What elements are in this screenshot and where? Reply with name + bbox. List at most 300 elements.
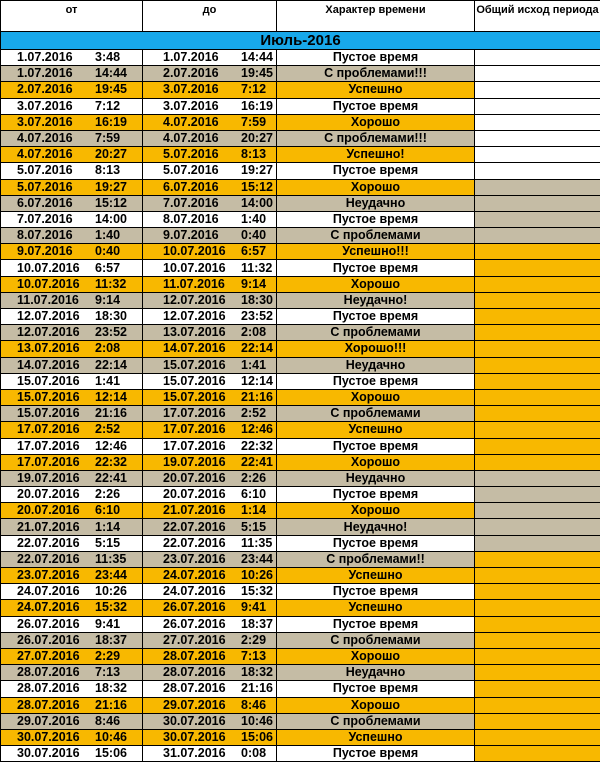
from-cell-date: 1.07.2016 — [17, 50, 73, 65]
from-cell-time: 23:52 — [95, 325, 127, 340]
table-row — [1, 244, 600, 260]
to-cell-date: 15.07.2016 — [163, 357, 226, 372]
month-title: Июль-2016 — [1, 32, 600, 50]
outcome-cell — [475, 438, 600, 454]
outcome-cell — [475, 503, 600, 519]
table-row — [1, 729, 600, 745]
to-cell — [143, 406, 277, 422]
to-cell-date: 23.07.2016 — [163, 551, 226, 566]
to-cell — [143, 50, 277, 66]
to-cell-time: 20:27 — [241, 131, 273, 146]
to-cell-date: 22.07.2016 — [163, 519, 226, 534]
character-cell: Хорошо — [277, 454, 475, 470]
from-cell — [1, 503, 143, 519]
from-cell — [1, 244, 143, 260]
to-cell-date: 15.07.2016 — [163, 373, 226, 388]
to-cell-time: 12:14 — [241, 373, 273, 388]
to-cell — [143, 665, 277, 681]
from-cell-date: 8.07.2016 — [17, 228, 73, 243]
from-cell-date: 27.07.2016 — [17, 649, 80, 664]
from-cell-date: 21.07.2016 — [17, 519, 80, 534]
from-cell-date: 28.07.2016 — [17, 697, 80, 712]
outcome-cell — [475, 357, 600, 373]
character-cell: Успешно — [277, 82, 475, 98]
to-cell-time: 12:46 — [241, 422, 273, 437]
character-cell: Пустое время — [277, 373, 475, 389]
to-cell-date: 4.07.2016 — [163, 114, 219, 129]
from-cell-time: 8:46 — [95, 713, 121, 728]
to-cell-time: 23:52 — [241, 309, 273, 324]
outcome-cell — [475, 406, 600, 422]
to-cell-date: 10.07.2016 — [163, 244, 226, 259]
to-cell-time: 22:41 — [241, 454, 273, 469]
outcome-cell — [475, 130, 600, 146]
to-cell-time: 16:19 — [241, 98, 273, 113]
from-cell-time: 2:08 — [95, 341, 121, 356]
from-cell-date: 6.07.2016 — [17, 195, 73, 210]
to-cell-time: 2:29 — [241, 632, 267, 647]
to-cell-date: 20.07.2016 — [163, 487, 226, 502]
table-row — [1, 665, 600, 681]
character-cell: Пустое время — [277, 163, 475, 179]
table-row — [1, 454, 600, 470]
table-row — [1, 600, 600, 616]
outcome-cell — [475, 551, 600, 567]
to-cell-time: 8:13 — [241, 147, 267, 162]
to-cell — [143, 98, 277, 114]
table-header — [1, 1, 600, 32]
from-cell-date: 17.07.2016 — [17, 438, 80, 453]
from-cell — [1, 389, 143, 405]
from-cell — [1, 535, 143, 551]
from-cell — [1, 260, 143, 276]
table-row — [1, 130, 600, 146]
character-cell: Пустое время — [277, 584, 475, 600]
from-cell — [1, 729, 143, 745]
from-cell-time: 11:32 — [95, 276, 127, 291]
to-cell — [143, 681, 277, 697]
to-cell — [143, 276, 277, 292]
to-cell-time: 0:40 — [241, 228, 267, 243]
from-cell-date: 28.07.2016 — [17, 665, 80, 680]
from-cell-time: 22:41 — [95, 470, 127, 485]
from-cell-date: 15.07.2016 — [17, 390, 80, 405]
from-cell-time: 14:00 — [95, 211, 127, 226]
character-cell: Неудачно — [277, 470, 475, 486]
to-cell-date: 30.07.2016 — [163, 729, 226, 744]
to-cell-date: 28.07.2016 — [163, 665, 226, 680]
from-cell-time: 3:48 — [95, 50, 121, 65]
from-cell — [1, 568, 143, 584]
to-cell — [143, 487, 277, 503]
from-cell-time: 9:41 — [95, 616, 121, 631]
table-row — [1, 325, 600, 341]
from-cell — [1, 648, 143, 664]
from-cell-date: 24.07.2016 — [17, 600, 80, 615]
from-cell-date: 7.07.2016 — [17, 211, 73, 226]
to-cell-time: 1:14 — [241, 503, 267, 518]
table-row — [1, 697, 600, 713]
from-cell — [1, 438, 143, 454]
header-to: до — [143, 1, 277, 32]
to-cell-date: 31.07.2016 — [163, 746, 226, 761]
to-cell-time: 2:52 — [241, 406, 267, 421]
outcome-cell — [475, 147, 600, 163]
to-cell — [143, 746, 277, 762]
from-cell-time: 12:46 — [95, 438, 127, 453]
from-cell-time: 18:30 — [95, 309, 127, 324]
to-cell — [143, 503, 277, 519]
to-cell — [143, 82, 277, 98]
from-cell-date: 28.07.2016 — [17, 681, 80, 696]
character-cell: Пустое время — [277, 535, 475, 551]
to-cell-time: 21:16 — [241, 681, 273, 696]
table-row — [1, 292, 600, 308]
table-row — [1, 260, 600, 276]
to-cell-date: 13.07.2016 — [163, 325, 226, 340]
from-cell — [1, 357, 143, 373]
from-cell-date: 12.07.2016 — [17, 309, 80, 324]
to-cell — [143, 373, 277, 389]
to-cell-time: 6:10 — [241, 487, 267, 502]
character-cell: Пустое время — [277, 309, 475, 325]
from-cell-time: 12:14 — [95, 390, 127, 405]
character-cell: С проблемами — [277, 713, 475, 729]
character-cell: Пустое время — [277, 746, 475, 762]
from-cell-date: 10.07.2016 — [17, 276, 80, 291]
to-cell-date: 17.07.2016 — [163, 406, 226, 421]
character-cell: Успешно — [277, 568, 475, 584]
to-cell-time: 15:06 — [241, 729, 273, 744]
outcome-cell — [475, 292, 600, 308]
character-cell: Хорошо!!! — [277, 341, 475, 357]
table-row — [1, 50, 600, 66]
from-cell-date: 3.07.2016 — [17, 98, 73, 113]
to-cell-date: 12.07.2016 — [163, 309, 226, 324]
to-cell — [143, 697, 277, 713]
month-section — [1, 32, 600, 50]
from-cell-time: 6:57 — [95, 260, 121, 275]
to-cell-date: 2.07.2016 — [163, 66, 219, 81]
to-cell-date: 14.07.2016 — [163, 341, 226, 356]
table-row — [1, 66, 600, 82]
from-cell-date: 15.07.2016 — [17, 373, 80, 388]
table-row — [1, 309, 600, 325]
to-cell-date: 20.07.2016 — [163, 470, 226, 485]
from-cell — [1, 665, 143, 681]
to-cell-time: 15:32 — [241, 584, 273, 599]
from-cell — [1, 584, 143, 600]
month-row — [1, 32, 600, 50]
outcome-cell — [475, 584, 600, 600]
to-cell-date: 27.07.2016 — [163, 632, 226, 647]
outcome-cell — [475, 470, 600, 486]
character-cell: Хорошо — [277, 697, 475, 713]
to-cell-time: 1:40 — [241, 211, 267, 226]
to-cell-time: 5:15 — [241, 519, 267, 534]
outcome-cell — [475, 228, 600, 244]
from-cell-time: 1:41 — [95, 373, 121, 388]
character-cell: С проблемами!!! — [277, 66, 475, 82]
character-cell: С проблемами — [277, 325, 475, 341]
to-cell-time: 14:00 — [241, 195, 273, 210]
from-cell — [1, 454, 143, 470]
table-row — [1, 163, 600, 179]
to-cell-date: 28.07.2016 — [163, 649, 226, 664]
to-cell-time: 7:12 — [241, 82, 267, 97]
to-cell-date: 6.07.2016 — [163, 179, 219, 194]
to-cell — [143, 389, 277, 405]
from-cell-date: 5.07.2016 — [17, 163, 73, 178]
table-row — [1, 422, 600, 438]
from-cell-time: 15:12 — [95, 195, 127, 210]
table-row — [1, 535, 600, 551]
to-cell — [143, 244, 277, 260]
from-cell-time: 19:27 — [95, 179, 127, 194]
character-cell: Неудачно — [277, 195, 475, 211]
to-cell-date: 3.07.2016 — [163, 82, 219, 97]
from-cell-time: 18:32 — [95, 681, 127, 696]
table-row — [1, 746, 600, 762]
to-cell-time: 7:59 — [241, 114, 267, 129]
table-row — [1, 147, 600, 163]
from-cell-date: 20.07.2016 — [17, 503, 80, 518]
from-cell — [1, 179, 143, 195]
from-cell — [1, 697, 143, 713]
from-cell-time: 19:45 — [95, 82, 127, 97]
to-cell — [143, 568, 277, 584]
from-cell — [1, 211, 143, 227]
outcome-cell — [475, 697, 600, 713]
from-cell — [1, 600, 143, 616]
character-cell: Хорошо — [277, 389, 475, 405]
to-cell — [143, 584, 277, 600]
character-cell: Пустое время — [277, 616, 475, 632]
from-cell — [1, 713, 143, 729]
from-cell-date: 10.07.2016 — [17, 260, 80, 275]
from-cell-date: 2.07.2016 — [17, 82, 73, 97]
table-row — [1, 276, 600, 292]
to-cell — [143, 114, 277, 130]
character-cell: С проблемами — [277, 632, 475, 648]
to-cell-time: 18:30 — [241, 292, 273, 307]
to-cell-time: 11:32 — [241, 260, 273, 275]
from-cell-time: 5:15 — [95, 535, 121, 550]
to-cell — [143, 519, 277, 535]
from-cell — [1, 551, 143, 567]
from-cell-date: 20.07.2016 — [17, 487, 80, 502]
outcome-cell — [475, 179, 600, 195]
from-cell — [1, 325, 143, 341]
from-cell-date: 22.07.2016 — [17, 551, 80, 566]
table-row — [1, 82, 600, 98]
table-row — [1, 98, 600, 114]
table-row — [1, 341, 600, 357]
from-cell-time: 1:40 — [95, 228, 121, 243]
to-cell-date: 30.07.2016 — [163, 713, 226, 728]
character-cell: Успешно — [277, 422, 475, 438]
to-cell — [143, 309, 277, 325]
character-cell: Пустое время — [277, 98, 475, 114]
character-cell: С проблемами — [277, 228, 475, 244]
to-cell — [143, 179, 277, 195]
from-cell — [1, 98, 143, 114]
from-cell-time: 8:13 — [95, 163, 121, 178]
to-cell-date: 5.07.2016 — [163, 163, 219, 178]
table-row — [1, 519, 600, 535]
to-cell-time: 11:35 — [241, 535, 273, 550]
to-cell-date: 22.07.2016 — [163, 535, 226, 550]
from-cell-time: 18:37 — [95, 632, 127, 647]
from-cell-date: 3.07.2016 — [17, 114, 73, 129]
from-cell-date: 13.07.2016 — [17, 341, 80, 356]
table-row — [1, 584, 600, 600]
from-cell — [1, 147, 143, 163]
from-cell-time: 20:27 — [95, 147, 127, 162]
to-cell — [143, 600, 277, 616]
to-cell-time: 22:32 — [241, 438, 273, 453]
to-cell — [143, 632, 277, 648]
to-cell-time: 2:08 — [241, 325, 267, 340]
to-cell-date: 26.07.2016 — [163, 616, 226, 631]
outcome-cell — [475, 665, 600, 681]
table-row — [1, 648, 600, 664]
table-row — [1, 632, 600, 648]
from-cell-time: 23:44 — [95, 568, 127, 583]
table-row — [1, 357, 600, 373]
to-cell-date: 28.07.2016 — [163, 681, 226, 696]
outcome-cell — [475, 260, 600, 276]
from-cell — [1, 163, 143, 179]
outcome-cell — [475, 389, 600, 405]
to-cell-date: 4.07.2016 — [163, 131, 219, 146]
to-cell — [143, 163, 277, 179]
from-cell-time: 2:52 — [95, 422, 121, 437]
from-cell-date: 14.07.2016 — [17, 357, 80, 372]
to-cell — [143, 454, 277, 470]
from-cell — [1, 519, 143, 535]
from-cell — [1, 341, 143, 357]
to-cell-date: 26.07.2016 — [163, 600, 226, 615]
header-character: Характер времени — [277, 1, 475, 32]
to-cell — [143, 551, 277, 567]
from-cell-time: 9:14 — [95, 292, 121, 307]
from-cell-date: 19.07.2016 — [17, 470, 80, 485]
outcome-cell — [475, 98, 600, 114]
from-cell-date: 12.07.2016 — [17, 325, 80, 340]
from-cell — [1, 373, 143, 389]
from-cell-date: 22.07.2016 — [17, 535, 80, 550]
outcome-cell — [475, 454, 600, 470]
outcome-cell — [475, 82, 600, 98]
character-cell: Неудачно! — [277, 292, 475, 308]
to-cell-date: 24.07.2016 — [163, 584, 226, 599]
from-cell — [1, 309, 143, 325]
from-cell — [1, 632, 143, 648]
outcome-cell — [475, 600, 600, 616]
from-cell-time: 7:13 — [95, 665, 121, 680]
from-cell-time: 22:32 — [95, 454, 127, 469]
from-cell-time: 6:10 — [95, 503, 121, 518]
character-cell: Пустое время — [277, 487, 475, 503]
from-cell — [1, 681, 143, 697]
to-cell-time: 9:14 — [241, 276, 267, 291]
to-cell-time: 22:14 — [241, 341, 273, 356]
to-cell-date: 29.07.2016 — [163, 697, 226, 712]
to-cell-time: 18:37 — [241, 616, 273, 631]
from-cell-date: 11.07.2016 — [17, 292, 79, 307]
to-cell — [143, 470, 277, 486]
to-cell — [143, 713, 277, 729]
outcome-cell — [475, 50, 600, 66]
from-cell-time: 2:26 — [95, 487, 121, 502]
outcome-cell — [475, 211, 600, 227]
to-cell — [143, 130, 277, 146]
to-cell-time: 10:26 — [241, 568, 273, 583]
table-row — [1, 406, 600, 422]
table-row — [1, 179, 600, 195]
from-cell — [1, 130, 143, 146]
from-cell-date: 26.07.2016 — [17, 632, 80, 647]
character-cell: Пустое время — [277, 681, 475, 697]
from-cell-date: 17.07.2016 — [17, 422, 80, 437]
to-cell-time: 19:45 — [241, 66, 273, 81]
from-cell — [1, 195, 143, 211]
from-cell-time: 1:14 — [95, 519, 121, 534]
to-cell-time: 7:13 — [241, 649, 267, 664]
outcome-cell — [475, 66, 600, 82]
to-cell — [143, 535, 277, 551]
to-cell-date: 7.07.2016 — [163, 195, 219, 210]
to-cell-time: 9:41 — [241, 600, 267, 615]
from-cell — [1, 746, 143, 762]
from-cell-time: 10:46 — [95, 729, 127, 744]
to-cell-date: 10.07.2016 — [163, 260, 226, 275]
outcome-cell — [475, 568, 600, 584]
to-cell-time: 15:12 — [241, 179, 273, 194]
from-cell — [1, 276, 143, 292]
to-cell-time: 6:57 — [241, 244, 267, 259]
character-cell: Неудачно! — [277, 519, 475, 535]
from-cell — [1, 292, 143, 308]
table-row — [1, 114, 600, 130]
to-cell — [143, 438, 277, 454]
to-cell-time: 10:46 — [241, 713, 273, 728]
outcome-cell — [475, 422, 600, 438]
outcome-cell — [475, 746, 600, 762]
to-cell — [143, 292, 277, 308]
from-cell-date: 30.07.2016 — [17, 729, 80, 744]
to-cell — [143, 211, 277, 227]
character-cell: Успешно!!! — [277, 244, 475, 260]
header-from: от — [1, 1, 143, 32]
to-cell — [143, 341, 277, 357]
to-cell-time: 19:27 — [241, 163, 273, 178]
from-cell — [1, 470, 143, 486]
character-cell: С проблемами — [277, 406, 475, 422]
from-cell-time: 21:16 — [95, 406, 127, 421]
character-cell: Хорошо — [277, 114, 475, 130]
to-cell-time: 1:41 — [241, 357, 267, 372]
from-cell-date: 9.07.2016 — [17, 244, 73, 259]
from-cell — [1, 487, 143, 503]
to-cell-date: 17.07.2016 — [163, 422, 226, 437]
to-cell — [143, 729, 277, 745]
to-cell — [143, 228, 277, 244]
table-row — [1, 389, 600, 405]
outcome-cell — [475, 373, 600, 389]
from-cell — [1, 616, 143, 632]
